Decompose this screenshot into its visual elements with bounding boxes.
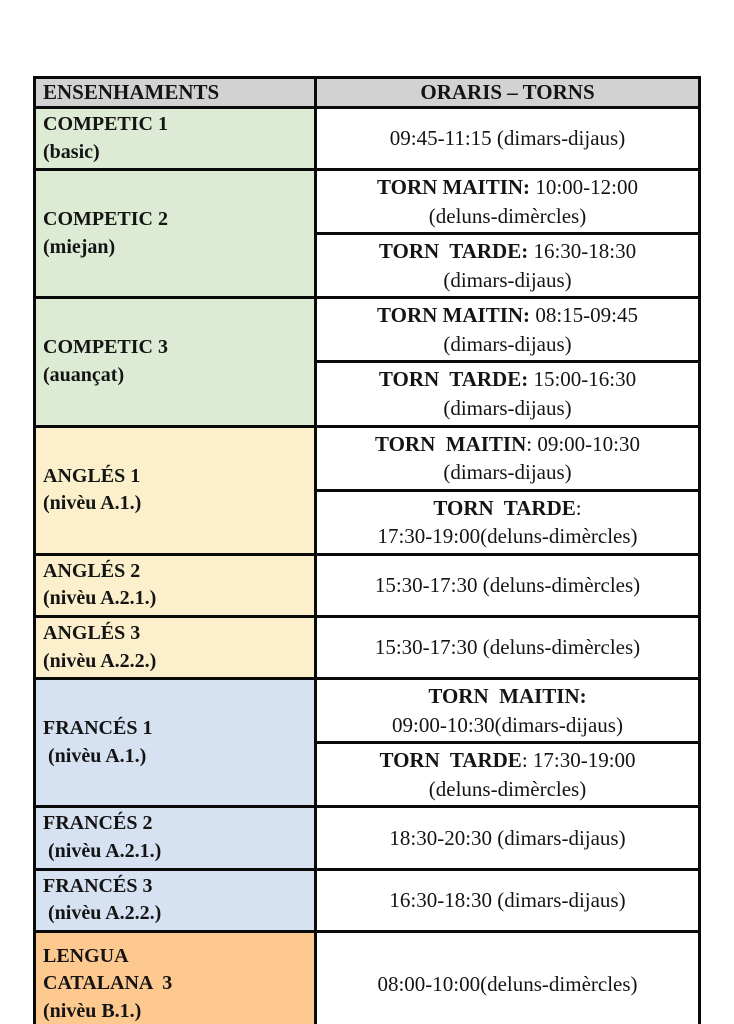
schedule-line — [321, 746, 694, 775]
header-row — [35, 78, 700, 108]
course-name-line: (nivèu A.2.1.) — [43, 587, 157, 610]
course-cell — [35, 108, 316, 170]
text-segment: TORN MAITIN: — [377, 175, 531, 200]
table-row — [35, 869, 700, 931]
table-body — [35, 108, 700, 1024]
schedule-cell — [316, 743, 700, 807]
table-row — [35, 616, 700, 678]
text-segment: 18:30-20:30 (dimars-dijaus) — [389, 825, 626, 850]
text-segment: TORN TARDE: — [378, 239, 529, 264]
schedule-line — [321, 124, 694, 153]
course-schedule-table — [33, 76, 701, 1024]
course-name-line: ANGLÉS 1 — [43, 464, 141, 487]
text-segment: 16:30-18:30 — [528, 239, 637, 264]
table-row — [35, 298, 700, 362]
text-segment: 09:00-10:30(dimars-dijaus) — [392, 712, 623, 737]
course-name-line: FRANCÉS 3 — [43, 874, 153, 897]
course-name-line: FRANCÉS 1 — [43, 717, 153, 740]
text-segment: (dimars-dijaus) — [443, 331, 572, 356]
schedule-line — [321, 571, 694, 600]
course-cell — [35, 426, 316, 554]
text-segment: TORN TARDE: — [378, 367, 529, 392]
course-name-line: FRANCÉS 2 — [43, 812, 153, 835]
course-name-line: (basic) — [43, 140, 100, 163]
text-segment: 15:30-17:30 (deluns-dimèrcles) — [374, 635, 641, 660]
text-segment: 16:30-18:30 (dimars-dijaus) — [389, 887, 626, 912]
course-name-line: (miejan) — [43, 235, 116, 258]
text-segment: (deluns-dimèrcles) — [428, 776, 587, 801]
schedule-cell — [316, 931, 700, 1024]
schedule-cell — [316, 108, 700, 170]
course-name-line: COMPETIC 1 — [43, 113, 168, 135]
schedule-line — [321, 522, 694, 551]
course-name-line: (nivèu A.2.2.) — [43, 902, 162, 925]
course-cell — [35, 869, 316, 931]
schedule-line — [321, 824, 694, 853]
schedule-cell — [316, 554, 700, 616]
schedule-line — [321, 633, 694, 662]
table-row — [35, 931, 700, 1024]
schedule-line — [321, 365, 694, 394]
schedule-cell — [316, 679, 700, 743]
schedule-line — [321, 886, 694, 915]
table-row — [35, 426, 700, 490]
course-cell — [35, 554, 316, 616]
header-cell-oraris-torns: ORARIS – TORNS — [316, 78, 700, 108]
text-segment: 15:00-16:30 — [528, 367, 637, 392]
table-row — [35, 108, 700, 170]
course-cell — [35, 679, 316, 807]
schedule-line — [321, 173, 694, 202]
course-cell — [35, 298, 316, 426]
text-segment: (dimars-dijaus) — [443, 460, 572, 485]
course-cell — [35, 170, 316, 298]
table-row — [35, 170, 700, 234]
course-name-line: COMPETIC 3 — [43, 336, 168, 359]
course-name-line: ANGLÉS 2 — [43, 559, 141, 582]
schedule-line — [321, 682, 694, 711]
text-segment: 10:00-12:00 — [530, 175, 638, 200]
schedule-line — [321, 711, 694, 740]
course-cell — [35, 931, 316, 1024]
text-segment: TORN MAITIN — [374, 431, 527, 456]
schedule-line — [321, 394, 694, 423]
schedule-line — [321, 301, 694, 330]
course-name-line: CATALANA 3 — [43, 972, 173, 995]
table-row — [35, 554, 700, 616]
schedule-cell — [316, 298, 700, 362]
text-segment: 15:30-17:30 (deluns-dimèrcles) — [374, 573, 641, 598]
schedule-line — [321, 266, 694, 295]
text-segment: 08:00-10:00(deluns-dimèrcles) — [377, 971, 638, 996]
schedule-cell — [316, 869, 700, 931]
text-segment: (dimars-dijaus) — [443, 267, 572, 292]
schedule-cell — [316, 234, 700, 298]
course-name-line: (nivèu A.1.) — [43, 744, 147, 767]
text-segment: : 17:30-19:00 — [521, 748, 636, 773]
text-segment: : — [575, 495, 582, 520]
course-name-line: (nivèu A.2.2.) — [43, 649, 157, 672]
schedule-cell — [316, 170, 700, 234]
text-segment: TORN TARDE — [379, 748, 522, 773]
table-row — [35, 679, 700, 743]
schedule-cell — [316, 616, 700, 678]
schedule-cell — [316, 426, 700, 490]
schedule-line — [321, 458, 694, 487]
schedule-line — [321, 430, 694, 459]
course-name-line: (auançat) — [43, 363, 125, 386]
course-cell — [35, 807, 316, 869]
course-name-line: (nivèu B.1.) — [43, 999, 142, 1022]
course-cell — [35, 616, 316, 678]
text-segment: TORN MAITIN: — [377, 303, 531, 328]
text-segment: 08:15-09:45 — [530, 303, 638, 328]
course-name-line: LENGUA — [43, 944, 129, 967]
text-segment: TORN TARDE — [433, 495, 576, 520]
table-row — [35, 807, 700, 869]
schedule-line — [321, 237, 694, 266]
text-segment: 17:30-19:00(deluns-dimèrcles) — [377, 524, 638, 549]
schedule-line — [321, 494, 694, 523]
schedule-line — [321, 330, 694, 359]
schedule-line — [321, 970, 694, 999]
text-segment: TORN MAITIN: — [428, 684, 587, 709]
text-segment: (dimars-dijaus) — [443, 396, 572, 421]
schedule-cell — [316, 362, 700, 426]
text-segment: : 09:00-10:30 — [526, 431, 641, 456]
schedule-cell — [316, 490, 700, 554]
course-name-line: (nivèu A.2.1.) — [43, 839, 162, 862]
text-segment: (deluns-dimèrcles) — [428, 203, 587, 228]
course-name-line: ANGLÉS 3 — [43, 621, 141, 644]
course-name-line: (nivèu A.1.) — [43, 492, 142, 515]
schedule-cell — [316, 807, 700, 869]
text-segment: 09:45-11:15 (dimars-dijaus) — [389, 126, 626, 151]
schedule-line — [321, 775, 694, 804]
header-cell-ensenhaments: ENSENHAMENTS — [35, 78, 316, 108]
course-name-line: COMPETIC 2 — [43, 208, 168, 231]
schedule-line — [321, 202, 694, 231]
